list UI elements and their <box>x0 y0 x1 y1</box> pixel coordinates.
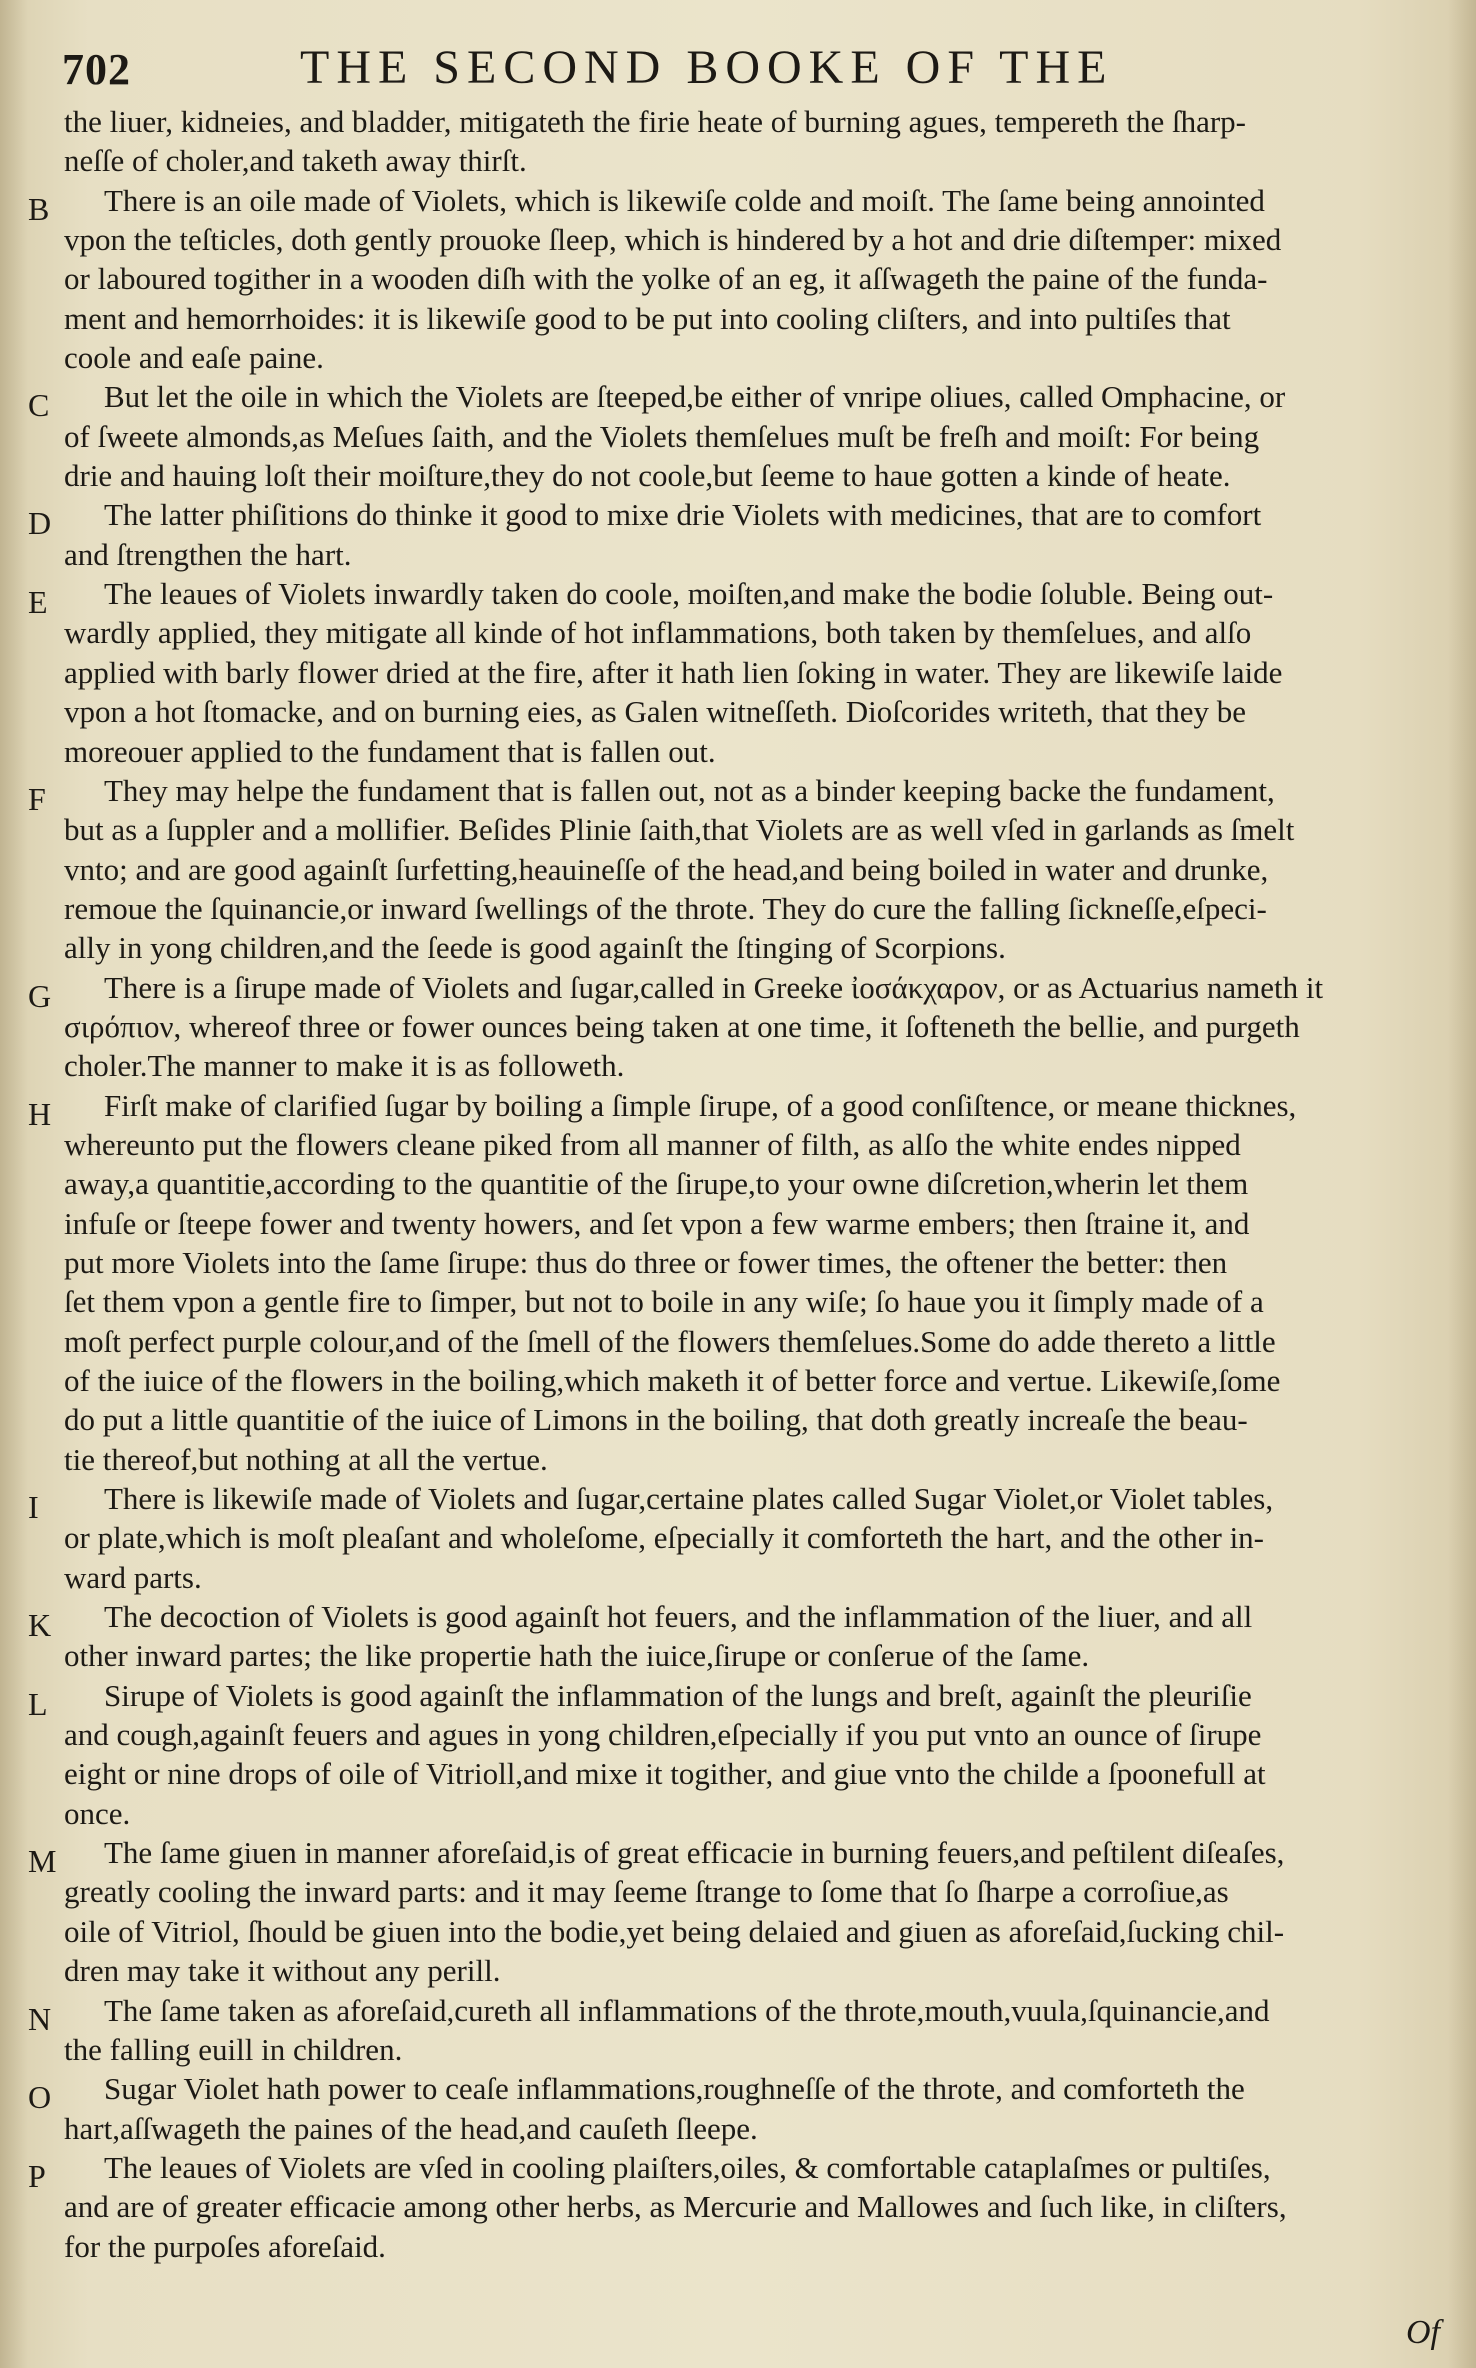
paragraph-f <box>28 771 1440 968</box>
text-line: the falling euill in children. <box>64 2031 403 2067</box>
margin-letter: N <box>28 2000 52 2037</box>
text-line: Firſt make of clarified ſugar by boiling a ſimple ſirupe, of a good conſiſtence, or meane thicknes, <box>104 1087 1297 1123</box>
text-line: vpon the teſticles, doth gently prouoke ſleep, which is hindered by a hot and drie diſtemper: mixed <box>64 222 1282 258</box>
page-header <box>60 40 1436 100</box>
text-line: greatly cooling the inward parts: and it may ſeeme ſtrange to ſome that ſo ſharpe a corroſiue,as <box>64 1874 1229 1910</box>
text-line: and are of greater efficacie among other herbs, as Mercurie and Mallowes and ſuch like, in cliſters, <box>64 2189 1287 2225</box>
text-line: moreouer applied to the fundament that is fallen out. <box>64 733 716 769</box>
text-line: There is likewiſe made of Violets and ſugar,certaine plates called Sugar Violet,or Violet tables, <box>104 1481 1274 1517</box>
text-line: But let the oile in which the Violets are ſteeped,be either of vnripe oliues, called Omphacine, or <box>104 379 1286 415</box>
text-line: eight or nine drops of oile of Vitrioll,and mixe it togither, and giue vnto the childe a ſpoonefull at <box>64 1756 1266 1792</box>
text-line: σιρόπιον, whereof three or fower ounces being taken at one time, it ſofteneth the bellie, and purgeth <box>64 1008 1300 1044</box>
text-line: Sugar Violet hath power to ceaſe inflammations,roughneſſe of the throte, and comforteth the <box>104 2071 1245 2107</box>
text-line: neſſe of choler,and taketh away thirſt. <box>64 143 527 179</box>
text-line: The ſame taken as aforeſaid,cureth all inflammations of the throte,mouth,vuula,ſquinancie,and <box>104 1992 1270 2028</box>
paragraph-list <box>28 181 1440 2266</box>
paragraph-d <box>28 495 1440 574</box>
margin-letter: P <box>28 2157 46 2194</box>
opening-paragraph <box>64 102 1440 181</box>
text-line: or plate,which is moſt pleaſant and wholeſome, eſpecially it comforteth the hart, and the other in- <box>64 1520 1265 1556</box>
text-line: The leaues of Violets inwardly taken do coole, moiſten,and make the bodie ſoluble. Being out- <box>104 576 1274 612</box>
margin-letter: O <box>28 2079 52 2116</box>
page-number: 702 <box>62 45 131 94</box>
text-line: do put a little quantitie of the iuice of Limons in the boiling, that doth greatly increaſe the beau- <box>64 1402 1248 1438</box>
text-line: whereunto put the flowers cleane piked from all manner of filth, as alſo the white endes nipped <box>64 1126 1241 1162</box>
text-line: The ſame giuen in manner aforeſaid,is of great efficacie in burning feuers,and peſtilent diſeaſes, <box>104 1835 1285 1871</box>
catchword: Of <box>1406 2314 1440 2351</box>
text-line: the liuer, kidneies, and bladder, mitigateth the firie heate of burning agues, tempereth the ſharp- <box>64 104 1246 139</box>
text-line: choler.The manner to make it is as followeth. <box>64 1048 625 1084</box>
text-line: The leaues of Violets are vſed in cooling plaiſters,oiles, & comfortable cataplaſmes or pultiſes, <box>104 2149 1271 2185</box>
text-line: ally in yong children,and the ſeede is good againſt the ſtinging of Scorpions. <box>64 930 1006 966</box>
text-line: The latter phiſitions do thinke it good to mixe drie Violets with medicines, that are to comfort <box>104 497 1262 533</box>
text-line: away,a quantitie,according to the quantitie of the ſirupe,to your owne diſcretion,wherin let them <box>64 1166 1249 1202</box>
paragraph-l <box>28 1676 1440 1833</box>
text-line: They may helpe the fundament that is fallen out, not as a binder keeping backe the fundament, <box>104 772 1275 808</box>
text-line: or laboured togither in a wooden diſh with the yolke of an eg, it aſſwageth the paine of the funda- <box>64 261 1268 297</box>
text-line: dren may take it without any perill. <box>64 1953 501 1989</box>
text-line: oile of Vitriol, ſhould be giuen into the bodie,yet being delaied and giuen as aforeſaid,ſucking chil- <box>64 1913 1285 1949</box>
text-line: and cough,againſt feuers and agues in yong children,eſpecially if you put vnto an ounce of ſirupe <box>64 1717 1262 1753</box>
margin-letter: C <box>28 387 50 424</box>
paragraph-k <box>28 1597 1440 1676</box>
paragraph-b <box>28 181 1440 378</box>
text-line: ment and hemorrhoides: it is likewiſe good to be put into cooling cliſters, and into pultiſes that <box>64 300 1231 336</box>
text-block <box>28 102 1440 2266</box>
text-line: hart,aſſwageth the paines of the head,and cauſeth ſleepe. <box>64 2110 758 2146</box>
text-line: ward parts. <box>64 1559 202 1595</box>
text-line: moſt perfect purple colour,and of the ſmell of the flowers themſelues.Some do adde thereto a little <box>64 1323 1276 1359</box>
paragraph-o <box>28 2069 1440 2148</box>
paragraph-p <box>28 2148 1440 2266</box>
margin-letter: H <box>28 1095 52 1132</box>
margin-letter: D <box>28 505 52 542</box>
text-line: wardly applied, they mitigate all kinde of hot inflammations, both taken by themſelues, and alſo <box>64 615 1252 651</box>
text-line: ſet them vpon a gentle fire to ſimper, but not to boile in any wiſe; ſo haue you it ſimply made of a <box>64 1284 1264 1320</box>
text-line: for the purpoſes aforeſaid. <box>64 2228 386 2264</box>
text-line: vpon a hot ſtomacke, and on burning eies, as Galen witneſſeth. Dioſcorides writeth, that they be <box>64 694 1246 730</box>
text-line: The decoction of Violets is good againſt hot feuers, and the inflammation of the liuer, and all <box>104 1599 1253 1635</box>
paragraph-i <box>28 1479 1440 1597</box>
text-line: remoue the ſquinancie,or inward ſwellings of the throte. They do cure the falling ſickneſſe,eſpeci- <box>64 890 1267 926</box>
text-line: and ſtrengthen the hart. <box>64 536 352 572</box>
text-line: tie thereof,but nothing at all the vertue. <box>64 1441 548 1477</box>
text-line: put more Violets into the ſame ſirupe: thus do three or fower times, the oftener the better: then <box>64 1244 1228 1280</box>
paragraph-n <box>28 1991 1440 2070</box>
margin-letter: M <box>28 1843 57 1880</box>
text-line: There is a ſirupe made of Violets and ſugar,called in Greeke ἰοσάκχαρον, or as Actuarius nameth it <box>104 969 1324 1005</box>
running-head: THE SECOND BOOKE OF THE <box>300 41 1114 94</box>
paragraph-h <box>28 1086 1440 1479</box>
text-line: but as a ſuppler and a mollifier. Beſides Plinie ſaith,that Violets are as well vſed in garlands as ſmelt <box>64 812 1295 848</box>
paragraph-m <box>28 1833 1440 1990</box>
text-line: infuſe or ſteepe fower and twenty howers, and ſet vpon a few warme embers; then ſtraine it, and <box>64 1205 1250 1241</box>
margin-letter: E <box>28 584 48 621</box>
paragraph-g <box>28 968 1440 1086</box>
paragraph-e <box>28 574 1440 771</box>
text-line: of the iuice of the flowers in the boiling,which maketh it of better force and vertue. Likewiſe,ſome <box>64 1363 1281 1398</box>
text-line: There is an oile made of Violets, which is likewiſe colde and moiſt. The ſame being annointed <box>104 182 1265 218</box>
text-line: Sirupe of Violets is good againſt the inflammation of the lungs and breſt, againſt the pleuriſie <box>104 1677 1252 1713</box>
text-line: coole and eaſe paine. <box>64 340 324 376</box>
paragraph-c <box>28 377 1440 495</box>
text-line: of ſweete almonds,as Meſues ſaith, and the Violets themſelues muſt be freſh and moiſt: For being <box>64 418 1260 454</box>
page-left-edge-shadow <box>0 0 28 2368</box>
margin-letter: G <box>28 977 52 1014</box>
margin-letter: L <box>28 1685 48 1722</box>
text-line: vnto; and are good againſt ſurfetting,heauineſſe of the head,and being boiled in water and drunke, <box>64 851 1269 887</box>
text-line: drie and hauing loſt their moiſture,they do not coole,but ſeeme to haue gotten a kinde of heate. <box>64 458 1231 494</box>
margin-letter: K <box>28 1607 52 1644</box>
text-line: once. <box>64 1795 131 1831</box>
text-line: applied with barly flower dried at the fire, after it hath lien ſoking in water. They are likewiſe laide <box>64 654 1283 690</box>
margin-letter: B <box>28 190 50 227</box>
text-line: other inward partes; the like propertie hath the iuice,ſirupe or conſerue of the ſame. <box>64 1638 1090 1674</box>
margin-letter: I <box>28 1489 39 1526</box>
margin-letter: F <box>28 780 46 817</box>
